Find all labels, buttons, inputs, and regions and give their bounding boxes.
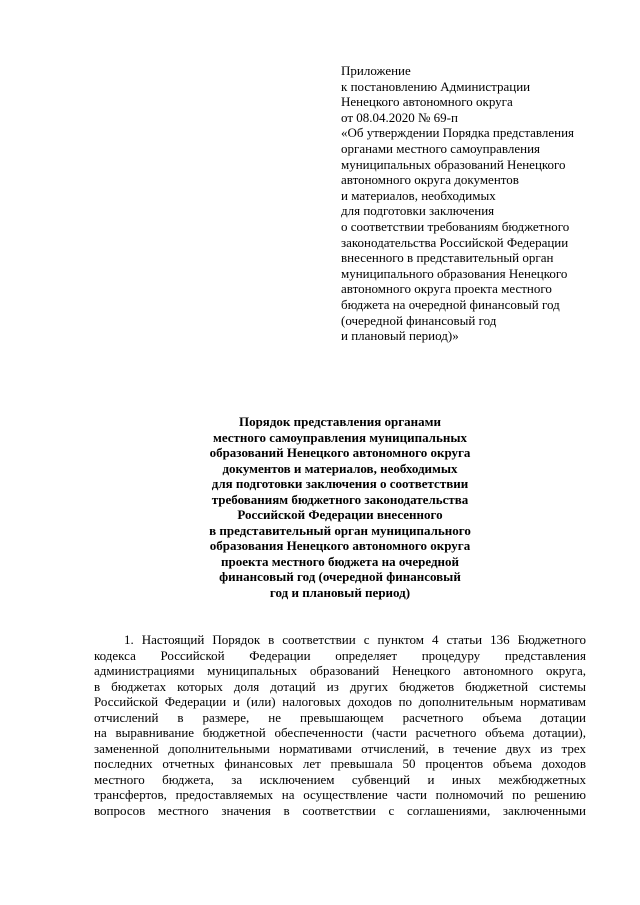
body-line: Российской Федерации и (или) налоговых доходов по дополнительным нормативам (94, 694, 586, 709)
body-line: 1. Настоящий Порядок в соответствии с пунктом 4 статьи 136 Бюджетного (124, 632, 586, 647)
title-line: документов и материалов, необходимых (222, 460, 458, 476)
title-line: требованиям бюджетного законодательства (211, 491, 469, 507)
appendix-line: муниципального образования Ненецкого (341, 265, 568, 281)
appendix-line: муниципальных образований Ненецкого (341, 156, 566, 172)
appendix-line: автономного округа проекта местного (341, 281, 552, 297)
title-line: Порядок представления органами (238, 414, 442, 429)
body-line: трансфертов, предоставляемых на осуществление части полномочий по решению (94, 787, 586, 802)
appendix-line: Приложение (341, 63, 411, 78)
title-line: финансовый год (очередной финансовый (219, 569, 461, 584)
appendix-line: «Об утверждении Порядка представления (341, 125, 575, 141)
body-line: последних отчетных финансовых лет превышала 50 процентов объема доходов (94, 756, 586, 771)
title-line: местного самоуправления муниципальных (212, 429, 467, 445)
body-paragraph (94, 632, 586, 818)
title-line: проекта местного бюджета на очередной (220, 553, 459, 569)
body-line: на выравнивание бюджетной обеспеченности (части расчетного объема дотации), (94, 725, 586, 740)
title-line: образований Ненецкого автономного округа (209, 445, 471, 460)
title-line: образования Ненецкого автономного округа (209, 538, 471, 553)
appendix-line: автономного округа документов (341, 172, 519, 188)
title-line: Российской Федерации внесенного (237, 507, 443, 522)
appendix-line: законодательства Российской Федерации (341, 234, 569, 250)
title-line: в представительный орган муниципального (209, 522, 471, 538)
appendix-line: (очередной финансовый год (341, 312, 497, 328)
body-line: местного бюджета, за исключением субвенций и иных межбюджетных (94, 771, 586, 787)
appendix-line: бюджета на очередной финансовый год (341, 296, 560, 312)
body-line: в бюджетах которых доля дотаций из других бюджетов бюджетной системы (94, 678, 586, 694)
document-title (100, 414, 580, 600)
appendix-line: к постановлению Администрации (341, 78, 531, 94)
title-line: для подготовки заключения о соответствии (211, 476, 469, 491)
title-line: год и плановый период) (269, 584, 411, 600)
body-line: отчислений в размере, не превышающем расчетного объема дотации (94, 709, 586, 725)
appendix-line: и плановый период)» (341, 328, 459, 344)
body-line: кодекса Российской Федерации определяет процедуру представления (94, 647, 586, 663)
appendix-line: для подготовки заключения (341, 203, 495, 219)
body-line: замененной дополнительными нормативами отчислений, в течение двух из трех (94, 740, 586, 756)
appendix-line: от 08.04.2020 № 69-п (341, 109, 458, 125)
appendix-line: внесенного в представительный орган (341, 250, 554, 266)
appendix-line: Ненецкого автономного округа (341, 94, 513, 110)
appendix-line: о соответствии требованиям бюджетного (341, 218, 570, 234)
body-line: вопросов местного значения в соответствии с соглашениями, заключенными (94, 802, 586, 818)
appendix-line: органами местного самоуправления (341, 140, 541, 156)
body-line: администрациями муниципальных образований Ненецкого автономного округа, (94, 663, 586, 678)
appendix-line: и материалов, необходимых (341, 187, 496, 203)
appendix-header (341, 63, 611, 344)
